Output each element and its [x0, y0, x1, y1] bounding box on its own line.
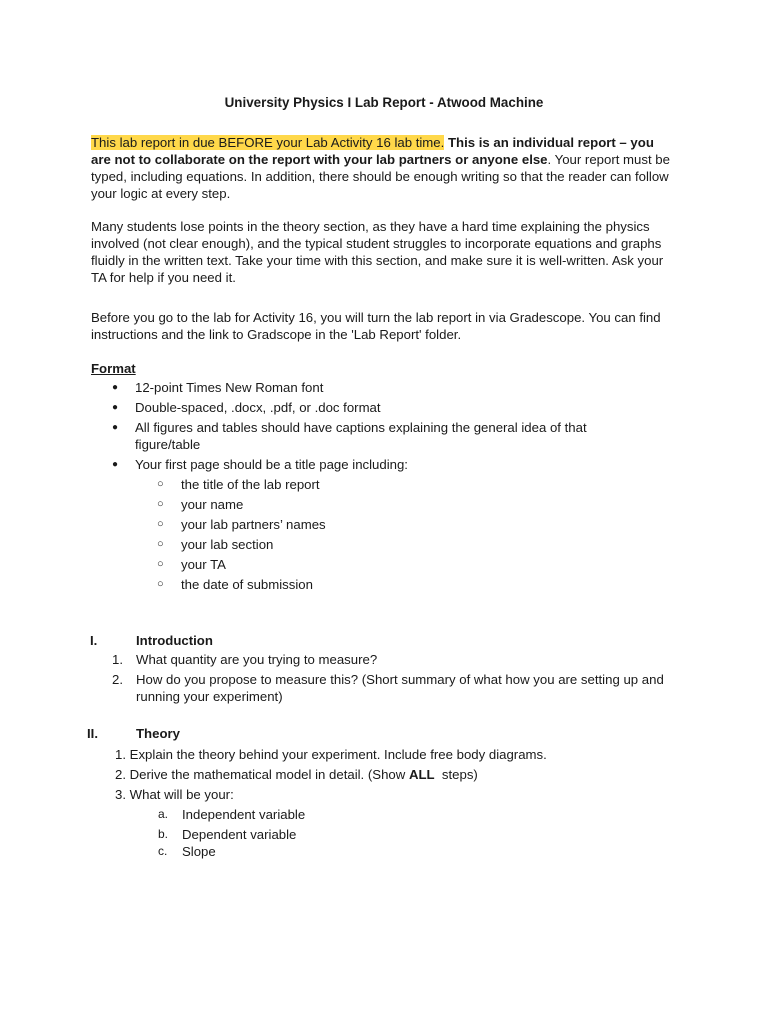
title-page-item: ○ your TA — [135, 556, 628, 573]
section-title-theory: Theory — [136, 726, 180, 741]
theory-list — [115, 746, 675, 806]
document-title: University Physics I Lab Report - Atwood Machine — [224, 95, 544, 110]
list-item: b. Dependent variable — [158, 827, 297, 842]
intro-paragraph — [91, 134, 671, 202]
due-date-highlight: This lab report in due BEFORE your Lab Activity 16 lab time. — [91, 135, 445, 150]
format-heading: Format — [91, 361, 136, 376]
list-item: a. Independent variable — [158, 807, 306, 822]
title-page-list — [135, 476, 628, 593]
introduction-list — [112, 651, 672, 708]
theory-note-paragraph: Many students lose points in the theory section, as they have a hard time explaining the physics involved (not clear enough), and the typical student struggles to incorporate equations and graphs fluidly in the written text. Take your time with this section, and make sure it is well-written. Ask your TA for help if you need it. — [91, 219, 664, 285]
intro-paragraph-rest: . Your report must be typed, including equations. In addition, there should be enough writing so that the reader can follow your logic at every step. — [91, 152, 670, 201]
list-item: 1. What quantity are you trying to measure? — [112, 652, 378, 667]
list-item: 2. Derive the mathematical model in detail. (Show ALL steps) — [115, 767, 478, 782]
individual-report-warning: This is an individual report – you are not to collaborate on the report with your lab partners or anyone else — [91, 135, 654, 167]
title-page-item: ○ the title of the lab report — [135, 476, 628, 493]
title-page-item: ○ your name — [135, 496, 628, 513]
list-item: c. Slope — [158, 844, 216, 859]
theory-sub-list — [158, 806, 558, 863]
section-number-introduction: I. — [90, 633, 98, 648]
section-title-introduction: Introduction — [136, 633, 213, 648]
title-page-item: ○ the date of submission — [135, 576, 628, 593]
format-item: ● Double-spaced, .docx, .pdf, or .doc format — [108, 399, 628, 416]
format-list — [108, 379, 628, 596]
list-item: 1. Explain the theory behind your experiment. Include free body diagrams. — [115, 747, 547, 762]
title-page-item: ○ your lab section — [135, 536, 628, 553]
submission-paragraph: Before you go to the lab for Activity 16, you will turn the lab report in via Gradescope. You can find instructions and the link to Gradscope in the 'Lab Report' folder. — [91, 310, 661, 342]
format-item: ● All figures and tables should have captions explaining the general idea of that figure/table — [108, 419, 628, 453]
title-page-item: ○ your lab partners’ names — [135, 516, 628, 533]
list-item: 2. How do you propose to measure this? (Short summary of what how you are setting up and running your experiment) — [112, 672, 664, 704]
format-item: ● Your first page should be a title page including: ○ the title of the lab report ○ your name ○ your lab partners’ names ○ your lab section ○ your TA ○ the date of submission — [108, 456, 628, 593]
format-item: ● 12-point Times New Roman font — [108, 379, 628, 396]
section-number-theory: II. — [87, 726, 98, 741]
list-item: 3. What will be your: — [115, 787, 234, 802]
